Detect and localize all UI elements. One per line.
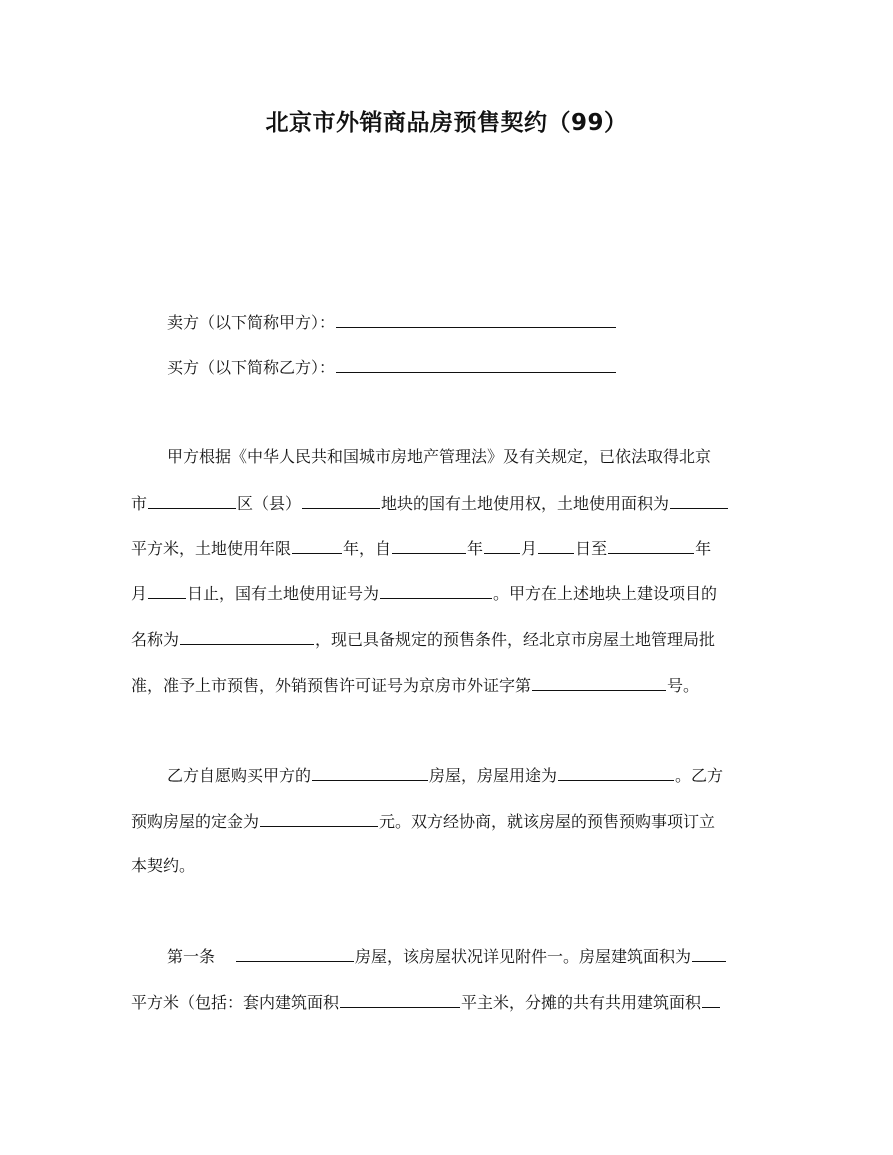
text: 元。双方经协商，就该房屋的预售预购事项订立	[379, 812, 716, 831]
text: ，现已具备规定的预售条件，经北京市房屋土地管理局批	[315, 630, 716, 649]
text: 准，准予上市预售，外销预售许可证号为京房市外证字第	[131, 676, 532, 695]
text: 日止，国有土地使用证号为	[187, 584, 380, 603]
seller-line	[167, 310, 807, 335]
text: 地块的国有土地使用权，土地使用面积为	[381, 494, 670, 513]
article1-property-blank[interactable]	[236, 944, 354, 962]
land-cert-blank[interactable]	[380, 581, 492, 599]
para1-line3	[131, 536, 771, 561]
para1-line5	[131, 627, 771, 652]
text: 平方米（包括：套内建筑面积	[131, 993, 340, 1012]
text: 年，自	[343, 539, 392, 558]
plot-blank[interactable]	[302, 491, 380, 509]
seller-label: 卖方（以下简称甲方）：	[167, 313, 336, 332]
deposit-blank[interactable]	[260, 809, 378, 827]
land-area-blank[interactable]	[670, 491, 728, 509]
text: 房屋，该房屋状况详见附件一。房屋建筑面积为	[355, 947, 692, 966]
text: 市	[131, 494, 148, 513]
text: 。乙方	[675, 766, 724, 785]
document-title: 北京市外销商品房预售契约（99）	[265, 110, 628, 136]
building-area-blank[interactable]	[692, 944, 726, 962]
buyer-label: 买方（以下简称乙方）：	[167, 358, 336, 377]
text: 平方米，土地使用年限	[131, 539, 292, 558]
para2-line3: 本契约。	[131, 856, 196, 875]
text: 区（县）	[237, 494, 302, 513]
shared-area-blank[interactable]	[702, 990, 720, 1008]
text: 房屋，房屋用途为	[429, 766, 558, 785]
para2-line2	[131, 809, 771, 834]
inner-area-blank[interactable]	[340, 990, 460, 1008]
text: 号。	[667, 676, 700, 695]
start-day-blank[interactable]	[538, 536, 574, 554]
text: 预购房屋的定金为	[131, 812, 260, 831]
para1-line4	[131, 581, 771, 606]
start-year-blank[interactable]	[392, 536, 466, 554]
text: 名称为	[131, 630, 180, 649]
para1-line2	[131, 491, 771, 516]
usage-blank[interactable]	[558, 763, 674, 781]
text: 乙方自愿购买甲方的	[167, 766, 312, 785]
article1-line2	[131, 990, 771, 1015]
article1-line1	[167, 944, 807, 969]
para1-line1: 甲方根据《中华人民共和国城市房地产管理法》及有关规定，已依法取得北京	[167, 447, 712, 466]
district-blank[interactable]	[148, 491, 236, 509]
text: 月	[131, 584, 148, 603]
para1-line6	[131, 673, 771, 698]
text: 年	[467, 539, 484, 558]
text: 月	[521, 539, 538, 558]
end-month-blank[interactable]	[148, 581, 186, 599]
text: 平主米，分摊的共有共用建筑面积	[461, 993, 702, 1012]
seller-blank[interactable]	[336, 310, 616, 328]
buyer-blank[interactable]	[336, 355, 616, 373]
para2-line1	[167, 763, 807, 788]
project-name-blank[interactable]	[180, 627, 314, 645]
article-number: 第一条	[167, 947, 216, 966]
property-blank[interactable]	[312, 763, 428, 781]
start-month-blank[interactable]	[484, 536, 520, 554]
text: 。甲方在上述地块上建设项目的	[493, 584, 718, 603]
years-blank[interactable]	[292, 536, 342, 554]
end-year-blank[interactable]	[608, 536, 694, 554]
buyer-line	[167, 355, 807, 380]
text: 年	[695, 539, 712, 558]
text: 日至	[575, 539, 608, 558]
presale-permit-blank[interactable]	[532, 673, 666, 691]
